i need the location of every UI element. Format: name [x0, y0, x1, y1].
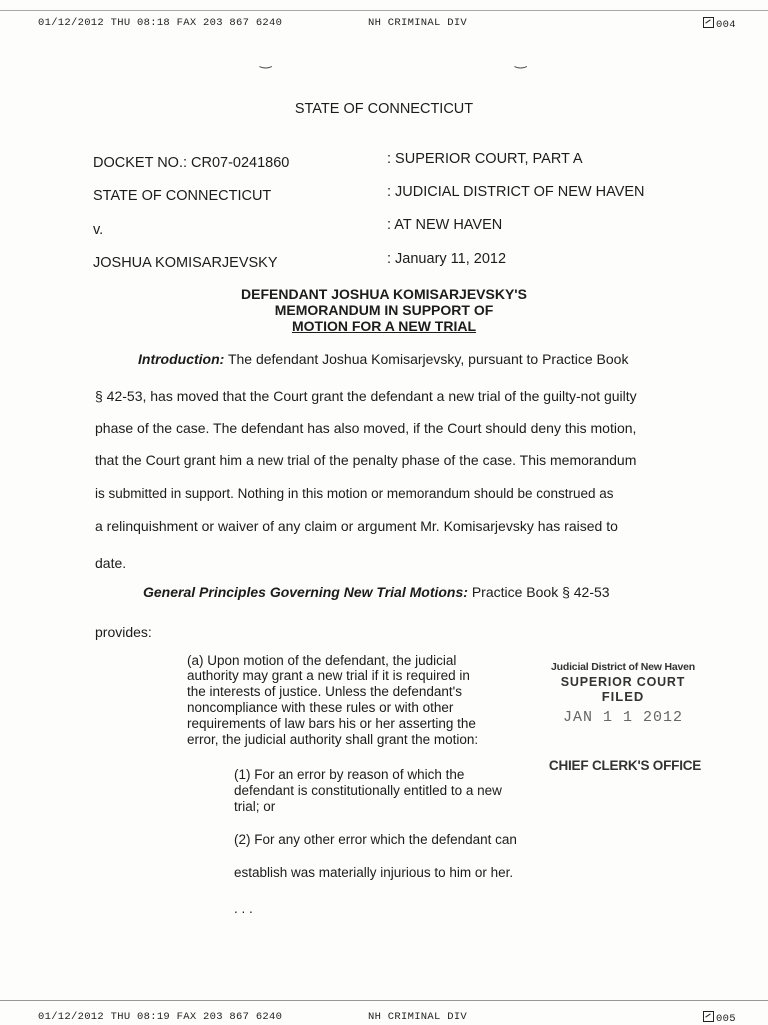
principles-line	[143, 582, 743, 602]
footer-rule	[0, 1000, 768, 1001]
intro-line-5: is submitted in support. Nothing in this motion or memorandum should be construed as	[95, 486, 614, 501]
principles-lead: Practice Book § 42-53	[471, 584, 610, 600]
quote-a-line-3: the interests of justice. Unless the defendant's	[187, 684, 462, 699]
caption-right-4: : January 11, 2012	[387, 251, 507, 267]
intro-line-7: date.	[95, 555, 127, 571]
principles-continuation: provides:	[95, 624, 152, 640]
quote-a-line-4: noncompliance with these rules or with other	[187, 700, 454, 715]
caption-left-2: STATE OF CONNECTICUT	[93, 188, 272, 204]
state-heading: STATE OF CONNECTICUT	[294, 101, 474, 117]
quote-item2-line-2: establish was materially injurious to him or her.	[234, 865, 514, 880]
fax-footer-datetime: 01/12/2012 THU 08:19 FAX 203 867 6240	[38, 1011, 283, 1023]
stamp-status: FILED	[601, 689, 645, 704]
fax-header-page	[703, 17, 736, 31]
stamp-date: JAN 1 1 2012	[562, 709, 684, 726]
quote-item2-line-1: (2) For any other error which the defendant can	[234, 832, 517, 847]
stamp-court: SUPERIOR COURT	[560, 675, 686, 689]
fax-footer-page	[703, 1011, 736, 1025]
caption-right-1: : SUPERIOR COURT, PART A	[387, 151, 583, 167]
quote-ellipsis: . . .	[234, 901, 253, 916]
quote-a-line-5: requirements of law bars his or her asserting the	[187, 716, 476, 731]
fax-header-datetime: 01/12/2012 THU 08:18 FAX 203 867 6240	[38, 17, 283, 29]
document-title-line-3: MOTION FOR A NEW TRIAL	[291, 318, 477, 334]
intro-line-6: a relinquishment or waiver of any claim or argument Mr. Komisarjevsky has raised to	[95, 518, 618, 534]
principles-heading: General Principles Governing New Trial Motions:	[143, 584, 468, 600]
quote-a-line-1: (a) Upon motion of the defendant, the judicial	[187, 653, 457, 668]
intro-text-1: The defendant Joshua Komisarjevsky, pursuant to Practice Book	[227, 351, 629, 367]
quote-item1-line-2: defendant is constitutionally entitled to a new	[234, 783, 502, 798]
document-title-line-1: DEFENDANT JOSHUA KOMISARJEVSKY'S	[241, 286, 527, 302]
document-title-line-2: MEMORANDUM IN SUPPORT OF	[274, 302, 494, 318]
caption-left-4: JOSHUA KOMISARJEVSKY	[93, 255, 278, 271]
caption-left-3: v.	[93, 222, 104, 238]
stamp-office: CHIEF CLERK'S OFFICE	[548, 758, 702, 773]
quote-item1-line-3: trial; or	[234, 799, 276, 814]
intro-heading: Introduction:	[138, 351, 225, 367]
header-rule	[0, 10, 768, 11]
caption-right-2: : JUDICIAL DISTRICT OF NEW HAVEN	[387, 184, 645, 200]
fax-page-icon	[703, 1011, 714, 1022]
fax-header-page-number: 004	[716, 19, 736, 31]
intro-line-1	[138, 349, 738, 369]
intro-line-3: phase of the case. The defendant has also moved, if the Court should deny this motion,	[95, 420, 637, 436]
quote-a-line-6: error, the judicial authority shall grant the motion:	[187, 732, 479, 747]
quote-a-line-2: authority may grant a new trial if it is required in	[187, 668, 470, 683]
stamp-district: Judicial District of New Haven	[551, 661, 695, 673]
caption-left-1: DOCKET NO.: CR07-0241860	[93, 155, 290, 171]
fax-page-icon	[703, 17, 714, 28]
scan-mark: ‿	[260, 52, 272, 68]
fax-header-division: NH CRIMINAL DIV	[368, 17, 468, 29]
fax-footer-division: NH CRIMINAL DIV	[368, 1011, 468, 1023]
fax-footer-page-number: 005	[716, 1013, 736, 1025]
intro-line-2: § 42-53, has moved that the Court grant the defendant a new trial of the guilty-not guilty	[95, 388, 637, 404]
quote-item1-line-1: (1) For an error by reason of which the	[234, 767, 465, 782]
scan-mark: ‿	[515, 52, 527, 68]
intro-line-4: that the Court grant him a new trial of the penalty phase of the case. This memorandum	[95, 452, 637, 468]
caption-right-3: : AT NEW HAVEN	[387, 217, 503, 233]
